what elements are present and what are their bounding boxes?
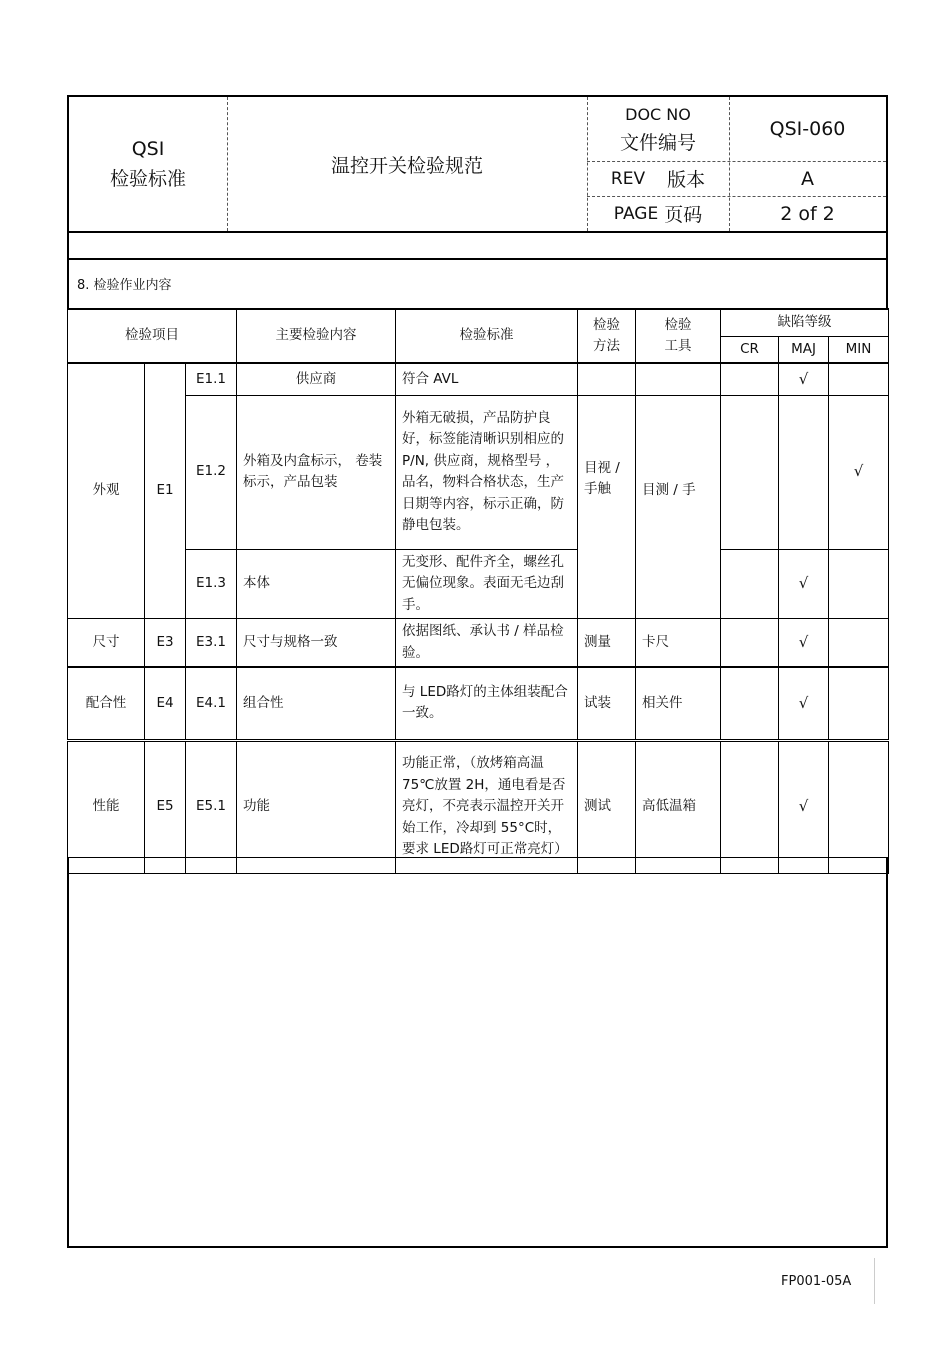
page-en: PAGE (613, 203, 659, 224)
row-content: 组合性 (237, 667, 396, 739)
row-tool: 高低温箱 (636, 741, 721, 873)
doc-no-cn: 文件编号 (619, 132, 696, 154)
row-maj: √ (779, 619, 829, 668)
doc-no-value: QSI-060 (769, 118, 846, 140)
rev-value: A (801, 167, 814, 190)
company-subtitle: 检验标准 (109, 168, 186, 190)
page-cn: 页码 (664, 204, 703, 226)
row-min (829, 667, 889, 739)
row-standard: 无变形、配件齐全，螺丝孔无偏位现象。表面无毛边刮手。 (396, 549, 578, 619)
header-min: MIN (829, 336, 889, 363)
table-row (68, 395, 889, 549)
row-content: 供应商 (237, 363, 396, 395)
row-standard: 依据图纸、承认书 / 样品检验。 (396, 619, 578, 668)
footer-divider (874, 1258, 875, 1304)
row-method: 测试 (578, 741, 636, 873)
row-code: E1.3 (186, 549, 237, 619)
row-min (829, 619, 889, 668)
row-code: E5.1 (186, 741, 237, 873)
row-content: 本体 (237, 549, 396, 619)
group-appearance: 外观 (68, 363, 145, 619)
row-content: 功能 (237, 741, 396, 873)
row-cr (721, 549, 779, 619)
row-method: 测量 (578, 619, 636, 668)
document-header (67, 95, 888, 233)
table-row (68, 619, 889, 668)
row-maj: √ (779, 741, 829, 873)
row-code: E1.2 (186, 395, 237, 549)
company-name: QSI (131, 138, 165, 160)
row-maj: √ (779, 363, 829, 395)
page-label (587, 196, 729, 231)
rev-en: REV (610, 168, 646, 189)
row-standard: 符合 AVL (396, 363, 578, 395)
rev-label (587, 161, 729, 196)
header-maj: MAJ (779, 336, 829, 363)
header-tool: 检验 工具 (636, 309, 721, 363)
group-fit: 配合性 (68, 667, 145, 739)
row-standard: 与 LED路灯的主体组装配合一致。 (396, 667, 578, 739)
header-row-1 (68, 309, 889, 336)
header-standard: 检验标准 (396, 309, 578, 363)
doc-no-en: DOC NO (625, 105, 691, 124)
blank-row (67, 231, 888, 260)
row-cr (721, 667, 779, 739)
row-code: E3.1 (186, 619, 237, 668)
row-cr (721, 619, 779, 668)
table-row (68, 549, 889, 619)
section-heading (67, 258, 888, 308)
group-e1: E1 (145, 363, 186, 619)
row-method: 目视 / 手触 (578, 395, 636, 619)
row-tool (636, 363, 721, 395)
inspection-table (67, 308, 889, 874)
company-block (69, 97, 227, 231)
row-content: 外箱及内盒标示， 卷装标示，产品包装 (237, 395, 396, 549)
row-tool: 目测 / 手 (636, 395, 721, 619)
row-min (829, 363, 889, 395)
row-content: 尺寸与规格一致 (237, 619, 396, 668)
header-item: 检验项目 (68, 309, 237, 363)
row-standard: 功能正常，（放烤箱高温 75℃放置 2H，通电看是否亮灯，不亮表示温控开关开始工作，冷却到 55°C时，要求 LED路灯可正常亮灯） (396, 741, 578, 873)
empty-body-area (67, 857, 888, 1248)
table-row (68, 363, 889, 395)
table-row (68, 667, 889, 739)
header-content: 主要检验内容 (237, 309, 396, 363)
form-number: FP001-05A (781, 1274, 852, 1289)
row-min (829, 741, 889, 873)
row-min (829, 549, 889, 619)
header-defect: 缺陷等级 (721, 309, 889, 336)
group-performance: 性能 (68, 741, 145, 873)
row-maj: √ (779, 549, 829, 619)
row-maj (779, 395, 829, 549)
page-value: 2 of 2 (780, 202, 835, 225)
row-code: E4.1 (186, 667, 237, 739)
header-cr: CR (721, 336, 779, 363)
row-cr (721, 741, 779, 873)
row-min: √ (829, 395, 889, 549)
group-e4: E4 (145, 667, 186, 739)
group-size: 尺寸 (68, 619, 145, 668)
row-tool: 相关件 (636, 667, 721, 739)
row-method: 试装 (578, 667, 636, 739)
row-method (578, 363, 636, 395)
table-row (68, 741, 889, 873)
document-title: 温控开关检验规范 (330, 154, 483, 177)
group-e3: E3 (145, 619, 186, 668)
rev-cn: 版本 (667, 169, 706, 191)
row-code: E1.1 (186, 363, 237, 395)
group-e5: E5 (145, 741, 186, 873)
header-method: 检验 方法 (578, 309, 636, 363)
row-cr (721, 363, 779, 395)
section-title: 8. 检验作业内容 (77, 278, 172, 293)
doc-no-label (587, 97, 729, 161)
row-standard: 外箱无破损，产品防护良好，标签能清晰识别相应的 P/N, 供应商，规格型号 ，品名，物料合格状态，生产日期等内容，标示正确，防静电包装。 (396, 395, 578, 549)
row-cr (721, 395, 779, 549)
row-tool: 卡尺 (636, 619, 721, 668)
row-maj: √ (779, 667, 829, 739)
